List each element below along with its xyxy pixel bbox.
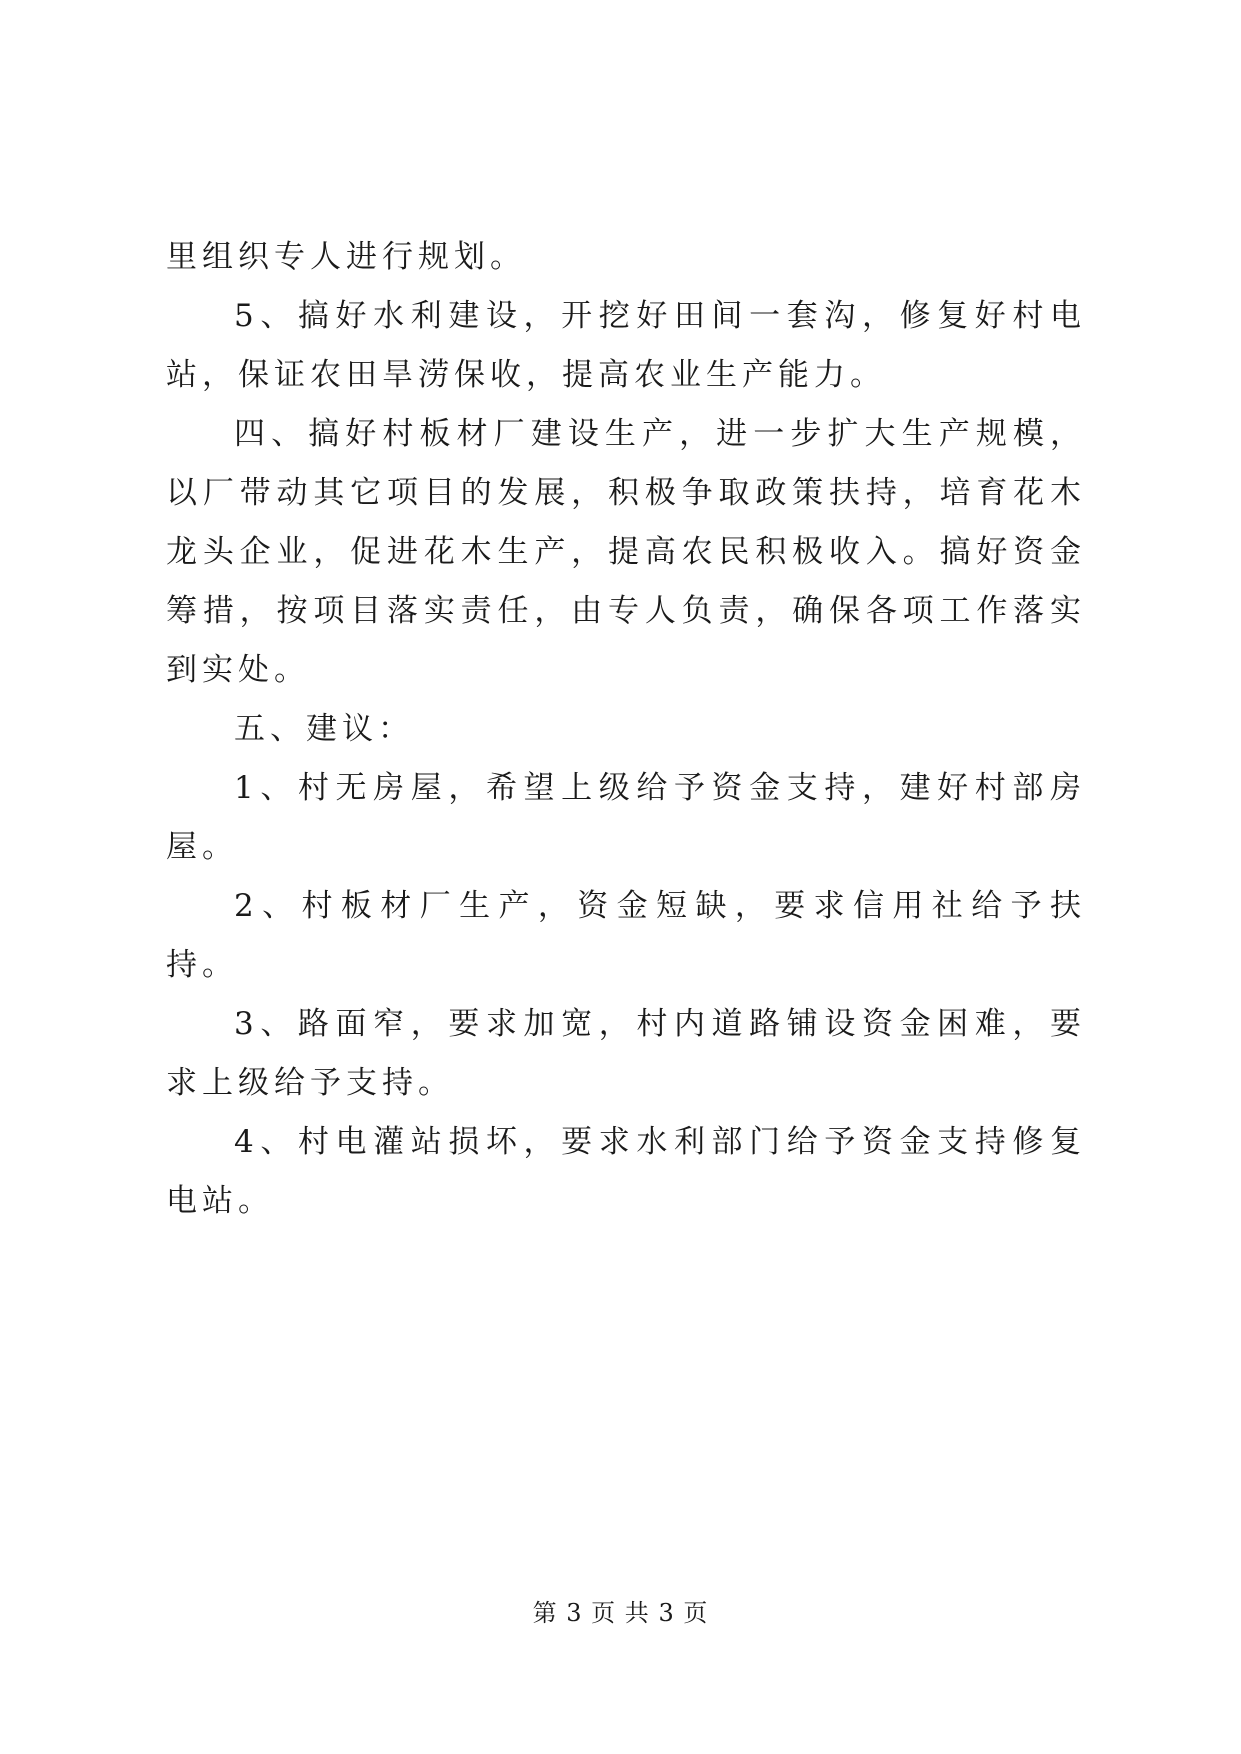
paragraph-suggestion-2: 2、村板材厂生产，资金短缺，要求信用社给予扶持。 <box>166 888 1086 983</box>
paragraph-section-4: 四、搞好村板材厂建设生产，进一步扩大生产规模，以厂带动其它项目的发展，积极争取政策扶持，培育花木龙头企业，促进花木生产，提高农民积极收入。搞好资金筹措，按项目落实责任，由专人负责，确保各项工作落实到实处。 <box>166 416 1086 688</box>
paragraph-item-5: 5、搞好水利建设，开挖好田间一套沟，修复好村电站，保证农田旱涝保收，提高农业生产能力。 <box>166 298 1086 393</box>
paragraph-suggestion-4: 4、村电灌站损坏，要求水利部门给予资金支持修复电站。 <box>166 1124 1086 1219</box>
page-number-label: 第 3 页 共 3 页 <box>532 1599 709 1627</box>
paragraph-section-5-heading: 五、建议： <box>234 711 414 747</box>
page-footer <box>0 1593 1241 1628</box>
paragraph-suggestion-1: 1、村无房屋，希望上级给予资金支持，建好村部房屋。 <box>166 770 1086 865</box>
document-body <box>166 228 1086 1231</box>
paragraph-suggestion-3: 3、路面窄，要求加宽，村内道路铺设资金困难，要求上级给予支持。 <box>166 1006 1086 1101</box>
paragraph-continuation: 里组织专人进行规划。 <box>166 239 526 275</box>
